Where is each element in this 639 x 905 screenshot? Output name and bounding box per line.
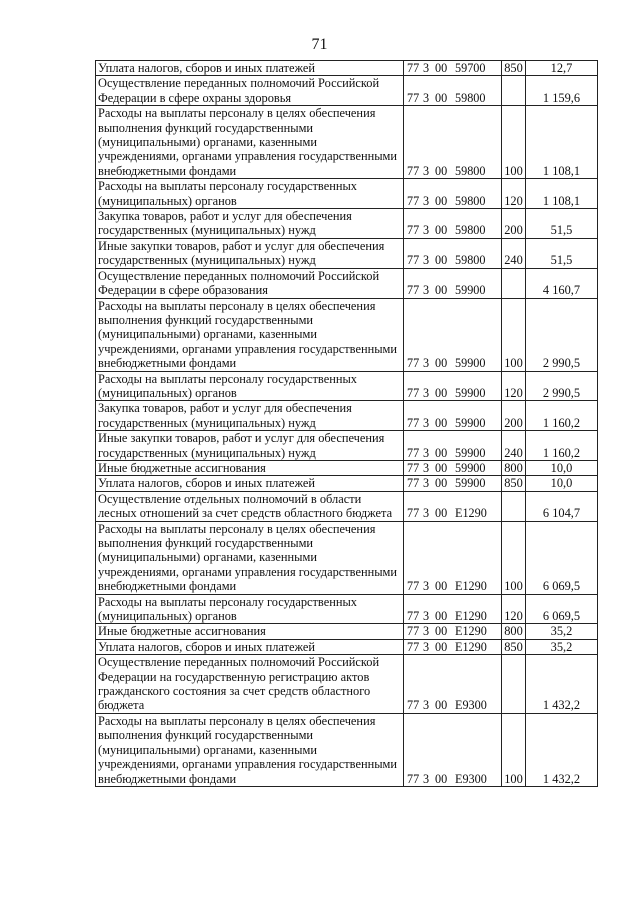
code-part-s: 59900 (455, 445, 486, 460)
table-row (96, 238, 598, 268)
code-part-p: 77 (407, 61, 420, 75)
row-target-code (404, 476, 502, 491)
row-target-code (404, 76, 502, 106)
table-row (96, 268, 598, 298)
code-part-q: 3 (423, 61, 430, 75)
row-expense-type (502, 655, 526, 714)
row-target-code (404, 521, 502, 594)
code-part-s: E1290 (455, 579, 487, 594)
code-part-r: 00 (435, 579, 448, 594)
code-part-r: 00 (435, 223, 448, 238)
code-part-p: 77 (407, 90, 420, 105)
code-part-q: 3 (423, 506, 430, 521)
row-expense-type: 100 (502, 521, 526, 594)
code-part-s: 59800 (455, 253, 486, 268)
row-amount: 6 069,5 (526, 594, 598, 624)
table-row (96, 460, 598, 475)
table-row (96, 594, 598, 624)
row-amount: 51,5 (526, 209, 598, 239)
code-part-s: 59700 (455, 61, 486, 75)
row-target-code (404, 431, 502, 461)
row-expense-type: 800 (502, 624, 526, 639)
code-part-r: 00 (435, 253, 448, 268)
table-row (96, 209, 598, 239)
row-target-code (404, 238, 502, 268)
row-description: Расходы на выплаты персоналу в целях обеспечения выполнения функций государственными (муниципальными) органами, казенными учреждениями, органами управления государственными внебюджетными фондами (96, 298, 404, 371)
code-part-r: 00 (435, 283, 448, 298)
row-amount: 12,7 (526, 61, 598, 76)
code-part-s: 59800 (455, 163, 486, 178)
row-description: Иные бюджетные ассигнования (96, 460, 404, 475)
row-description: Расходы на выплаты персоналу государственных (муниципальных) органов (96, 179, 404, 209)
row-expense-type: 800 (502, 460, 526, 475)
code-part-q: 3 (423, 624, 430, 639)
code-part-p: 77 (407, 460, 420, 475)
code-part-p: 77 (407, 506, 420, 521)
code-part-s: 59900 (455, 283, 486, 298)
table-row (96, 624, 598, 639)
code-part-r: 00 (435, 609, 448, 624)
code-part-q: 3 (423, 698, 430, 713)
row-target-code (404, 209, 502, 239)
code-part-q: 3 (423, 283, 430, 298)
row-target-code (404, 268, 502, 298)
code-part-p: 77 (407, 356, 420, 371)
row-description: Осуществление отдельных полномочий в области лесных отношений за счет средств областного бюджета (96, 491, 404, 521)
row-target-code (404, 298, 502, 371)
code-part-q: 3 (423, 90, 430, 105)
row-amount: 1 432,2 (526, 713, 598, 786)
row-target-code (404, 639, 502, 654)
budget-table (95, 60, 598, 787)
table-row (96, 639, 598, 654)
code-part-s: E1290 (455, 624, 487, 639)
code-part-q: 3 (423, 253, 430, 268)
row-expense-type: 240 (502, 238, 526, 268)
row-amount: 1 159,6 (526, 76, 598, 106)
row-target-code (404, 106, 502, 179)
code-part-p: 77 (407, 624, 420, 639)
row-amount: 6 069,5 (526, 521, 598, 594)
row-expense-type: 100 (502, 298, 526, 371)
code-part-p: 77 (407, 193, 420, 208)
row-description: Расходы на выплаты персоналу в целях обеспечения выполнения функций государственными (муниципальными) органами, казенными учреждениями, органами управления государственными внебюджетными фондами (96, 713, 404, 786)
table-row (96, 655, 598, 714)
row-amount: 4 160,7 (526, 268, 598, 298)
code-part-r: 00 (435, 90, 448, 105)
code-part-r: 00 (435, 415, 448, 430)
code-part-p: 77 (407, 698, 420, 713)
code-part-r: 00 (435, 445, 448, 460)
code-part-s: 59900 (455, 415, 486, 430)
table-row (96, 431, 598, 461)
row-amount: 2 990,5 (526, 298, 598, 371)
code-part-q: 3 (423, 476, 430, 491)
code-part-s: 59900 (455, 356, 486, 371)
row-expense-type: 240 (502, 431, 526, 461)
code-part-p: 77 (407, 476, 420, 491)
row-description: Уплата налогов, сборов и иных платежей (96, 639, 404, 654)
code-part-r: 00 (435, 506, 448, 521)
row-expense-type: 120 (502, 371, 526, 401)
row-amount: 10,0 (526, 476, 598, 491)
row-amount: 10,0 (526, 460, 598, 475)
code-part-s: 59800 (455, 193, 486, 208)
code-part-p: 77 (407, 223, 420, 238)
code-part-r: 00 (435, 356, 448, 371)
table-row (96, 76, 598, 106)
code-part-r: 00 (435, 639, 448, 654)
row-amount: 6 104,7 (526, 491, 598, 521)
row-description: Иные закупки товаров, работ и услуг для обеспечения государственных (муниципальных) нужд (96, 431, 404, 461)
code-part-r: 00 (435, 163, 448, 178)
row-target-code (404, 491, 502, 521)
code-part-s: E1290 (455, 639, 487, 654)
row-target-code (404, 371, 502, 401)
row-description: Осуществление переданных полномочий Российской Федерации в сфере образования (96, 268, 404, 298)
row-amount: 1 108,1 (526, 106, 598, 179)
table-row (96, 371, 598, 401)
table-row (96, 521, 598, 594)
code-part-s: 59800 (455, 90, 486, 105)
table-row (96, 61, 598, 76)
table-row (96, 491, 598, 521)
code-part-p: 77 (407, 253, 420, 268)
row-expense-type (502, 76, 526, 106)
row-expense-type: 120 (502, 179, 526, 209)
code-part-s: 59900 (455, 476, 486, 491)
row-expense-type: 850 (502, 476, 526, 491)
row-amount: 51,5 (526, 238, 598, 268)
row-description: Расходы на выплаты персоналу в целях обеспечения выполнения функций государственными (муниципальными) органами, казенными учреждениями, органами управления государственными внебюджетными фондами (96, 106, 404, 179)
code-part-q: 3 (423, 163, 430, 178)
row-description: Закупка товаров, работ и услуг для обеспечения государственных (муниципальных) нужд (96, 401, 404, 431)
row-expense-type: 200 (502, 401, 526, 431)
row-target-code (404, 61, 502, 76)
row-target-code (404, 179, 502, 209)
row-expense-type: 850 (502, 61, 526, 76)
code-part-r: 00 (435, 698, 448, 713)
code-part-q: 3 (423, 771, 430, 786)
table-row (96, 713, 598, 786)
code-part-r: 00 (435, 460, 448, 475)
code-part-p: 77 (407, 609, 420, 624)
budget-table-body (96, 61, 598, 787)
table-row (96, 401, 598, 431)
code-part-s: 59900 (455, 385, 486, 400)
code-part-q: 3 (423, 415, 430, 430)
row-description: Расходы на выплаты персоналу государственных (муниципальных) органов (96, 371, 404, 401)
code-part-s: E9300 (455, 698, 487, 713)
code-part-q: 3 (423, 609, 430, 624)
code-part-q: 3 (423, 356, 430, 371)
code-part-q: 3 (423, 223, 430, 238)
code-part-q: 3 (423, 639, 430, 654)
code-part-p: 77 (407, 163, 420, 178)
row-target-code (404, 594, 502, 624)
row-amount: 35,2 (526, 639, 598, 654)
row-amount: 1 108,1 (526, 179, 598, 209)
code-part-q: 3 (423, 193, 430, 208)
code-part-p: 77 (407, 283, 420, 298)
code-part-s: 59900 (455, 460, 486, 475)
code-part-p: 77 (407, 385, 420, 400)
row-description: Осуществление переданных полномочий Российской Федерации в сфере охраны здоровья (96, 76, 404, 106)
row-amount: 1 160,2 (526, 431, 598, 461)
row-amount: 1 432,2 (526, 655, 598, 714)
row-target-code (404, 460, 502, 475)
row-description: Осуществление переданных полномочий Российской Федерации на государственную регистрацию актов гражданского состояния за счет средств областного бюджета (96, 655, 404, 714)
code-part-q: 3 (423, 385, 430, 400)
page-number: 71 (311, 36, 328, 53)
code-part-q: 3 (423, 460, 430, 475)
table-row (96, 298, 598, 371)
code-part-p: 77 (407, 445, 420, 460)
table-row (96, 106, 598, 179)
code-part-r: 00 (435, 476, 448, 491)
code-part-s: E1290 (455, 506, 487, 521)
row-description: Иные закупки товаров, работ и услуг для обеспечения государственных (муниципальных) нужд (96, 238, 404, 268)
row-description: Уплата налогов, сборов и иных платежей (96, 61, 404, 76)
row-expense-type: 100 (502, 713, 526, 786)
row-expense-type (502, 491, 526, 521)
row-description: Расходы на выплаты персоналу государственных (муниципальных) органов (96, 594, 404, 624)
row-description: Закупка товаров, работ и услуг для обеспечения государственных (муниципальных) нужд (96, 209, 404, 239)
code-part-s: E1290 (455, 609, 487, 624)
code-part-r: 00 (435, 61, 448, 75)
code-part-r: 00 (435, 385, 448, 400)
row-description: Иные бюджетные ассигнования (96, 624, 404, 639)
table-row (96, 179, 598, 209)
row-amount: 35,2 (526, 624, 598, 639)
row-amount: 2 990,5 (526, 371, 598, 401)
row-description: Расходы на выплаты персоналу в целях обеспечения выполнения функций государственными (муниципальными) органами, казенными учреждениями, органами управления государственными внебюджетными фондами (96, 521, 404, 594)
code-part-s: E9300 (455, 771, 487, 786)
row-target-code (404, 401, 502, 431)
row-expense-type: 850 (502, 639, 526, 654)
code-part-r: 00 (435, 624, 448, 639)
code-part-q: 3 (423, 445, 430, 460)
code-part-p: 77 (407, 771, 420, 786)
code-part-p: 77 (407, 579, 420, 594)
code-part-p: 77 (407, 639, 420, 654)
table-row (96, 476, 598, 491)
code-part-r: 00 (435, 771, 448, 786)
row-target-code (404, 655, 502, 714)
row-description: Уплата налогов, сборов и иных платежей (96, 476, 404, 491)
code-part-r: 00 (435, 193, 448, 208)
row-expense-type: 100 (502, 106, 526, 179)
code-part-s: 59800 (455, 223, 486, 238)
row-expense-type (502, 268, 526, 298)
row-amount: 1 160,2 (526, 401, 598, 431)
code-part-p: 77 (407, 415, 420, 430)
row-target-code (404, 624, 502, 639)
code-part-q: 3 (423, 579, 430, 594)
row-expense-type: 200 (502, 209, 526, 239)
row-expense-type: 120 (502, 594, 526, 624)
row-target-code (404, 713, 502, 786)
